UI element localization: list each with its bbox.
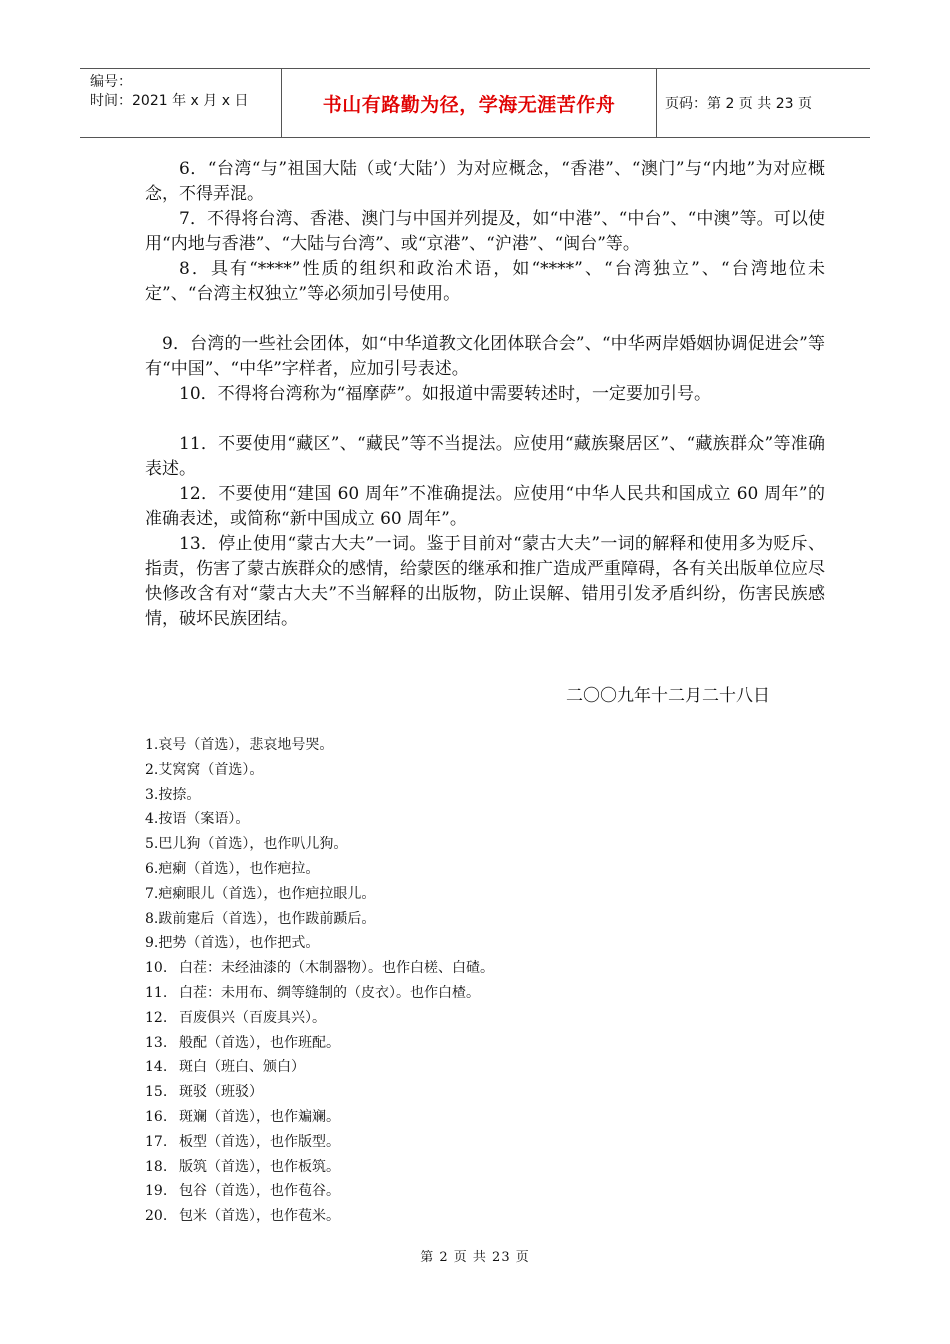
list-item: 17. 板型（首选），也作版型。 [145, 1133, 340, 1150]
list-item: 14. 斑白（班白、颁白） [145, 1059, 305, 1076]
list-item: 10. 白茬：未经油漆的（木制器物）。也作白槎、白碴。 [145, 960, 494, 977]
paragraph: 9．台湾的一些社会团体，如“中华道教文化团体联合会”、“中华两岸婚姻协调促进会”等有“中国”、“中华”字样者，应加引号表述。 [145, 334, 825, 379]
list-item: 18. 版筑（首选），也作板筑。 [145, 1158, 340, 1175]
header-meta [80, 69, 282, 137]
list-item: 13. 般配（首选），也作班配。 [145, 1034, 340, 1051]
header-page-info: 页码：第 2 页 共 23 页 [665, 96, 812, 112]
list-item: 15. 斑驳（班驳） [145, 1084, 263, 1101]
paragraph: 10．不得将台湾称为“福摩萨”。如报道中需要转述时，一定要加引号。 [179, 384, 712, 404]
paragraph: 6．“台湾“与”祖国大陆（或‘大陆’）为对应概念，“香港”、“澳门”与“内地”为对应概念，不得弄混。 [145, 159, 825, 204]
time-label: 时间：2021 年 x 月 x 日 [90, 93, 249, 109]
body-paragraphs [145, 157, 825, 632]
document-date: 二〇〇九年十二月二十八日 [566, 686, 770, 706]
number-label: 编号： [90, 74, 132, 90]
list-item: 9.把势（首选），也作把式。 [145, 935, 320, 952]
page-header [80, 68, 870, 138]
word-list [145, 733, 745, 1229]
page-footer: 第 2 页 共 23 页 [420, 1250, 530, 1265]
list-item: 5.巴儿狗（首选），也作叭儿狗。 [145, 836, 348, 853]
paragraph: 12．不要使用“建国 60 周年”不准确提法。应使用“中华人民共和国成立 60 周年”的准确表述，或简称“新中国成立 60 周年”。 [145, 484, 825, 529]
list-item: 1.哀号（首选），悲哀地号哭。 [145, 737, 334, 753]
list-item: 12. 百废俱兴（百废具兴）。 [145, 1009, 326, 1026]
list-item: 8.跋前疐后（首选），也作跋前踬后。 [145, 910, 376, 927]
list-item: 7.疤瘌眼儿（首选），也作疤拉眼儿。 [145, 885, 376, 902]
paragraph: 11．不要使用“藏区”、“藏民”等不当提法。应使用“藏族聚居区”、“藏族群众”等准确表述。 [145, 434, 825, 479]
list-item: 6.疤瘌（首选），也作疤拉。 [145, 860, 320, 877]
paragraph: 13．停止使用“蒙古大夫”一词。鉴于目前对“蒙古大夫”一词的解释和使用多为贬斥、指责，伤害了蒙古族群众的感情，给蒙医的继承和推广造成严重障碍，各有关出版单位应尽快修改含有对“蒙古大夫”不当解释的出版物，防止误解、错用引发矛盾纠纷，伤害民族感情，破坏民族团结。 [145, 534, 825, 629]
list-item: 2.艾窝窝（首选）。 [145, 761, 264, 778]
paragraph: 8．具有“****”性质的组织和政治术语，如“****”、“台湾独立”、“台湾地位未定”、“台湾主权独立”等必须加引号使用。 [145, 259, 825, 304]
list-item: 19. 包谷（首选），也作苞谷。 [145, 1183, 340, 1200]
paragraph: 7．不得将台湾、香港、澳门与中国并列提及，如“中港”、“中台”、“中澳”等。可以使用“内地与香港”、“大陆与台湾”、或“京港”、“沪港”、“闽台”等。 [145, 209, 825, 254]
list-item: 4.按语（案语）。 [145, 811, 250, 828]
list-item: 3.按捺。 [145, 786, 201, 803]
list-item: 11. 白茬：未用布、绸等缝制的（皮衣）。也作白楂。 [145, 984, 480, 1001]
header-motto: 书山有路勤为径，学海无涯苦作舟 [282, 69, 657, 137]
list-item: 20. 包米（首选），也作苞米。 [145, 1208, 340, 1225]
list-item: 16. 斑斓（首选），也作斒斓。 [145, 1108, 340, 1125]
